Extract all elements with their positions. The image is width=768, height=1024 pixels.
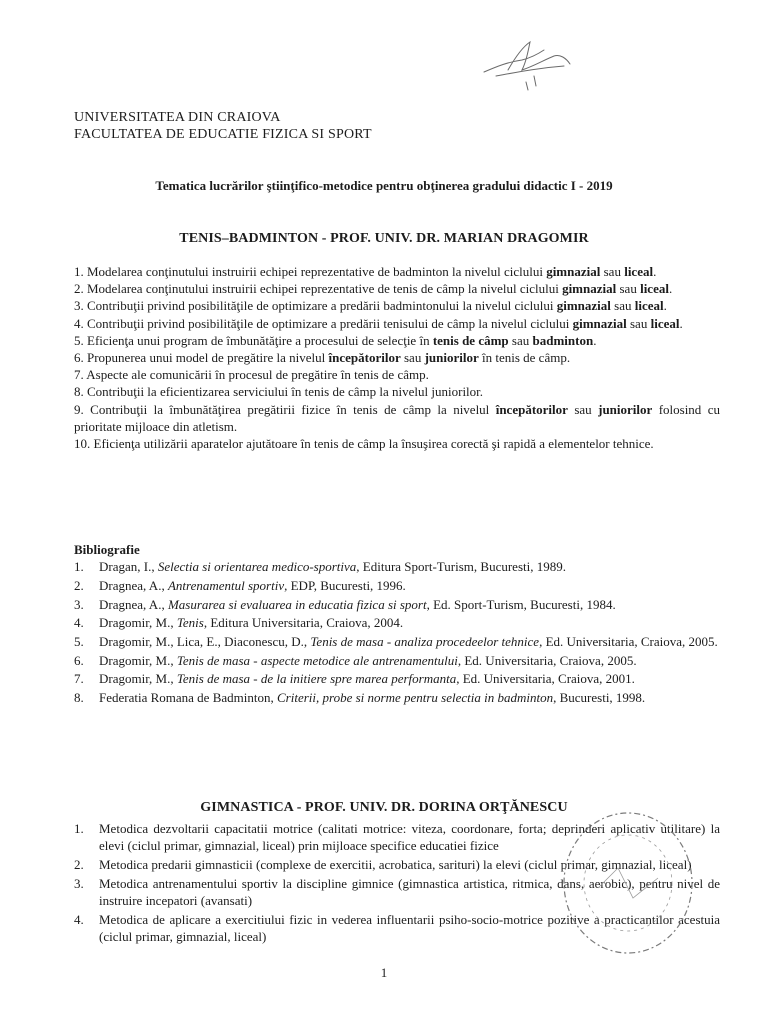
bib-author: Dragomir, M.,	[99, 652, 177, 668]
bib-title: Criterii, probe si norme pentru selectia in badminton	[276, 690, 554, 706]
bibliography-item	[74, 670, 720, 687]
topic-text: 5. Eficienţa unui program de îmbunătăţire a procesului de selecţie în	[74, 332, 433, 348]
topic-text: .	[679, 315, 683, 331]
topic-text: sau	[508, 332, 533, 348]
topic-text: 6. Propunerea unui model de pregătire la nivelul	[74, 350, 329, 366]
topic-text: Metodica predarii gimnasticii (complexe de exercitii, acrobatica, sarituri) la elevi (ciclul primar, gimnazial, liceal)	[99, 856, 692, 872]
bib-title: Tenis de masa - aspecte metodice ale antrenamentului	[176, 652, 458, 668]
topic-text: 9. Contribuţii la îmbunătăţirea pregătirii fizice în tenis de câmp la nivelul	[74, 401, 496, 417]
bib-author: Dragomir, M.,	[99, 671, 177, 687]
topic-text: Metodica antrenamentului sportiv la discipline gimnice (gimnastica artistica, ritmica, dans, aerobic), pentru nivel de instruire incepatori (avansati)	[99, 875, 720, 908]
bib-number: 6.	[74, 652, 84, 668]
topic-text: 2. Modelarea conţinutului instruirii echipei reprezentative de tenis de câmp la nivelul ciclului	[74, 281, 563, 297]
topic-item	[74, 401, 720, 435]
topic-text: în tenis de câmp.	[478, 350, 571, 366]
bib-number: 8.	[74, 690, 84, 706]
bib-publisher: , EDP, Bucuresti, 1996.	[284, 577, 406, 593]
bib-author: Dragan, I.,	[99, 559, 158, 575]
bib-title: Masurarea si evaluarea in educatia fizica si sport	[167, 596, 427, 612]
bib-publisher: , Editura Sport-Turism, Bucuresti, 1989.	[356, 559, 566, 575]
topic-item	[74, 263, 720, 280]
institution-header	[74, 109, 372, 143]
bibliography-item	[74, 633, 720, 650]
topic-text: 7. Aspecte ale comunicării în procesul de pregătire în tenis de câmp.	[74, 367, 429, 383]
topic-emphasis: juniorilor	[598, 401, 653, 417]
signature-mark	[478, 36, 588, 92]
page-number: 1	[380, 965, 388, 980]
topic-text: Metodica dezvoltarii capacitatii motrice (calitati motrice: viteza, coordonare, forta; deprinderi aplicativ utilitare) la elevi (ciclul primar, gimnazial, liceal) prin mijloace specifice educatiei fizice	[99, 821, 720, 854]
topic-text: sau	[400, 350, 425, 366]
bibliography-list	[74, 558, 720, 706]
bib-publisher: , Ed. Sport-Turism, Bucuresti, 1984.	[426, 596, 616, 612]
topic-item	[74, 349, 720, 366]
bibliography-item	[74, 689, 720, 706]
bib-author: Dragnea, A.,	[99, 596, 168, 612]
bib-number: 7.	[74, 671, 84, 687]
topic-text: 1. Modelarea conţinutului instruirii echipei reprezentative de badminton la nivelul ciclului	[74, 264, 547, 279]
topic-emphasis: badminton	[532, 332, 594, 348]
bib-publisher: , Ed. Universitaria, Craiova, 2001.	[456, 671, 635, 687]
bib-title: Tenis de masa - analiza procedeelor tehnice	[310, 634, 540, 650]
topic-emphasis: gimnazial	[546, 264, 601, 279]
topic-item	[74, 297, 720, 314]
topic-emphasis: liceal	[624, 264, 654, 279]
topic-emphasis: gimnazial	[572, 315, 627, 331]
topic-item	[74, 332, 720, 349]
bibliography-item	[74, 596, 720, 613]
topic-text: Metodica de aplicare a exercitiului fizic in vederea influentarii psiho-socio-motrice pozitive a practicantilor acestuia (ciclul primar, gimnazial, liceal)	[99, 911, 720, 944]
topic-text: 4. Contribuţii privind posibilităţile de optimizare a predării tenisului de câmp la nivelul ciclului	[74, 315, 573, 331]
bib-title: Selectia si orientarea medico-sportiva	[157, 559, 357, 575]
bib-number: 3.	[74, 596, 84, 612]
topic-emphasis: liceal	[640, 281, 669, 297]
topic-item	[74, 280, 720, 297]
topic-text: .	[668, 281, 673, 297]
bibliography-heading: Bibliografie	[74, 542, 140, 557]
section-heading-gimnastica: GIMNASTICA - PROF. UNIV. DR. DORINA ORŢĂNESCU	[200, 800, 568, 815]
bibliography-item	[74, 614, 720, 631]
topic-emphasis: gimnazial	[556, 298, 611, 314]
bib-author: Dragomir, M.,	[99, 615, 177, 631]
section-heading-tenis-badminton: TENIS–BADMINTON - PROF. UNIV. DR. MARIAN DRAGOMIR	[179, 231, 589, 246]
document-title: Tematica lucrărilor ştiinţifico-metodice pentru obţinerea gradului didactic I - 2019	[155, 178, 613, 193]
bib-publisher: , Ed. Universitaria, Craiova, 2005.	[539, 634, 718, 650]
topic-item	[74, 315, 720, 332]
university-name: UNIVERSITATEA DIN CRAIOVA	[74, 110, 281, 125]
topic-number: 4.	[74, 911, 84, 927]
topic-item	[74, 435, 720, 452]
bib-number: 2.	[74, 577, 84, 593]
bib-publisher: , Ed. Universitaria, Craiova, 2005.	[457, 652, 637, 668]
bib-number: 5.	[74, 634, 84, 650]
stamp-seal	[558, 808, 698, 958]
topic-emphasis: începătorilor	[328, 350, 401, 366]
topic-text: 3. Contribuţii privind posibilităţile de optimizare a predării badmintonului la nivelul ciclului	[74, 298, 557, 314]
bib-title: Tenis de masa - de la initiere spre marea performanta	[176, 671, 457, 687]
topic-text: sau	[610, 298, 635, 314]
topic-emphasis: juniorilor	[424, 350, 479, 366]
topic-number: 2.	[74, 856, 84, 872]
topic-emphasis: gimnazial	[562, 281, 617, 297]
topic-emphasis: liceal	[634, 298, 664, 314]
topic-emphasis: tenis de câmp	[432, 332, 509, 348]
topic-text: 8. Contribuţii la eficientizarea serviciului în tenis de câmp la nivelul juniorilor.	[74, 384, 484, 400]
bib-title: Antrenamentul sportiv	[167, 577, 285, 593]
topic-emphasis: liceal	[650, 315, 680, 331]
bib-author: Dragomir, M., Lica, E., Diaconescu, D.,	[99, 634, 311, 650]
bib-author: Federatia Romana de Badminton,	[99, 690, 277, 706]
faculty-name: FACULTATEA DE EDUCATIE FIZICA SI SPORT	[74, 127, 372, 142]
topic-item	[74, 383, 720, 400]
topic-text: .	[653, 264, 657, 279]
topic-number: 1.	[74, 821, 84, 836]
bib-author: Dragnea, A.,	[99, 577, 168, 593]
bib-publisher: , Bucuresti, 1998.	[553, 690, 646, 706]
bibliography-item	[74, 558, 720, 575]
topic-text: sau	[600, 264, 625, 279]
topic-text: .	[663, 298, 667, 314]
bib-number: 4.	[74, 615, 84, 631]
topic-number: 3.	[74, 875, 84, 891]
bibliography-block	[74, 541, 720, 708]
topic-item	[74, 366, 720, 383]
bibliography-item	[74, 652, 720, 669]
topic-text: .	[593, 332, 597, 348]
topic-text: 10. Eficienţa utilizării aparatelor ajutătoare în tenis de câmp la însuşirea corectă şi rapidă a elementelor tehnice.	[74, 436, 654, 452]
topic-emphasis: începătorilor	[495, 401, 568, 417]
topic-text: folosind cu prioritate mijloace din atletism.	[74, 401, 720, 434]
bibliography-item	[74, 577, 720, 594]
topic-text: sau	[567, 401, 599, 417]
topic-text: sau	[626, 315, 651, 331]
bib-title: Tenis	[176, 615, 204, 631]
topic-text: sau	[616, 281, 641, 297]
bib-number: 1.	[74, 559, 84, 575]
topics-list-tenis-badminton	[74, 263, 720, 452]
bib-publisher: , Editura Universitaria, Craiova, 2004.	[203, 615, 404, 631]
